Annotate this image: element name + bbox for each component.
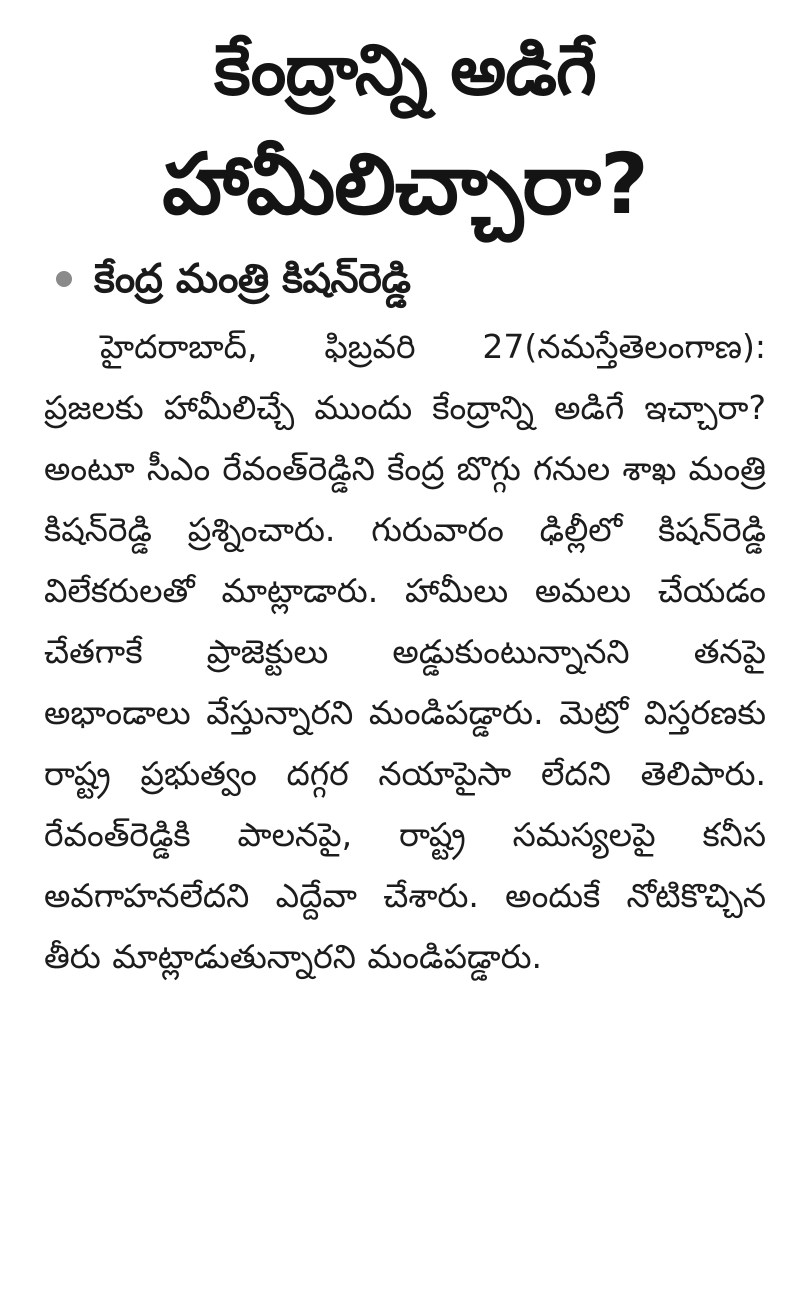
headline-line-1: కేంద్రాన్ని అడిగే [214, 29, 596, 111]
article-body: హైదరాబాద్‌, ఫిబ్రవరి 27(నమస్తేతెలంగాణ): ప్రజలకు హామీలిచ్చే ముందు కేంద్రాన్ని అడిగే ఇచ్చారా? అంటూ సీఎం రేవంత్‌రెడ్డిని కేంద్ర బొగ్గు గనుల శాఖ మంత్రి కిషన్‌రెడ్డి ప్రశ్నించారు. గురువారం ఢిల్లీలో కిషన్‌రెడ్డి విలేకరులతో మాట్లాడారు. హామీలు అమలు చేయడం చేతగాకే ప్రాజెక్టులు అడ్డుకుంటున్నానని తనపై అభాండాలు వేస్తున్నారని మండిపడ్డారు. మెట్రో విస్తరణకు రాష్ట్ర ప్రభుత్వం దగ్గర నయాపైసా లేదని తెలిపారు. రేవంత్‌రెడ్డికి పాలనపై, రాష్ట్ర సమస్యలపై కనీస అవగాహనలేదని ఎద్దేవా చేశారు. అందుకే నోటికొచ్చిన తీరు మాట్లాడుతున్నారని మండిపడ్డారు. [44, 327, 766, 976]
subheadline [44, 250, 766, 308]
subheadline-text: కేంద్ర మంత్రి కిషన్‌రెడ్డి [94, 256, 411, 302]
bullet-icon [56, 271, 72, 287]
headline [44, 18, 766, 246]
headline-line-2: హామీలిచ్చారా? [162, 135, 648, 233]
